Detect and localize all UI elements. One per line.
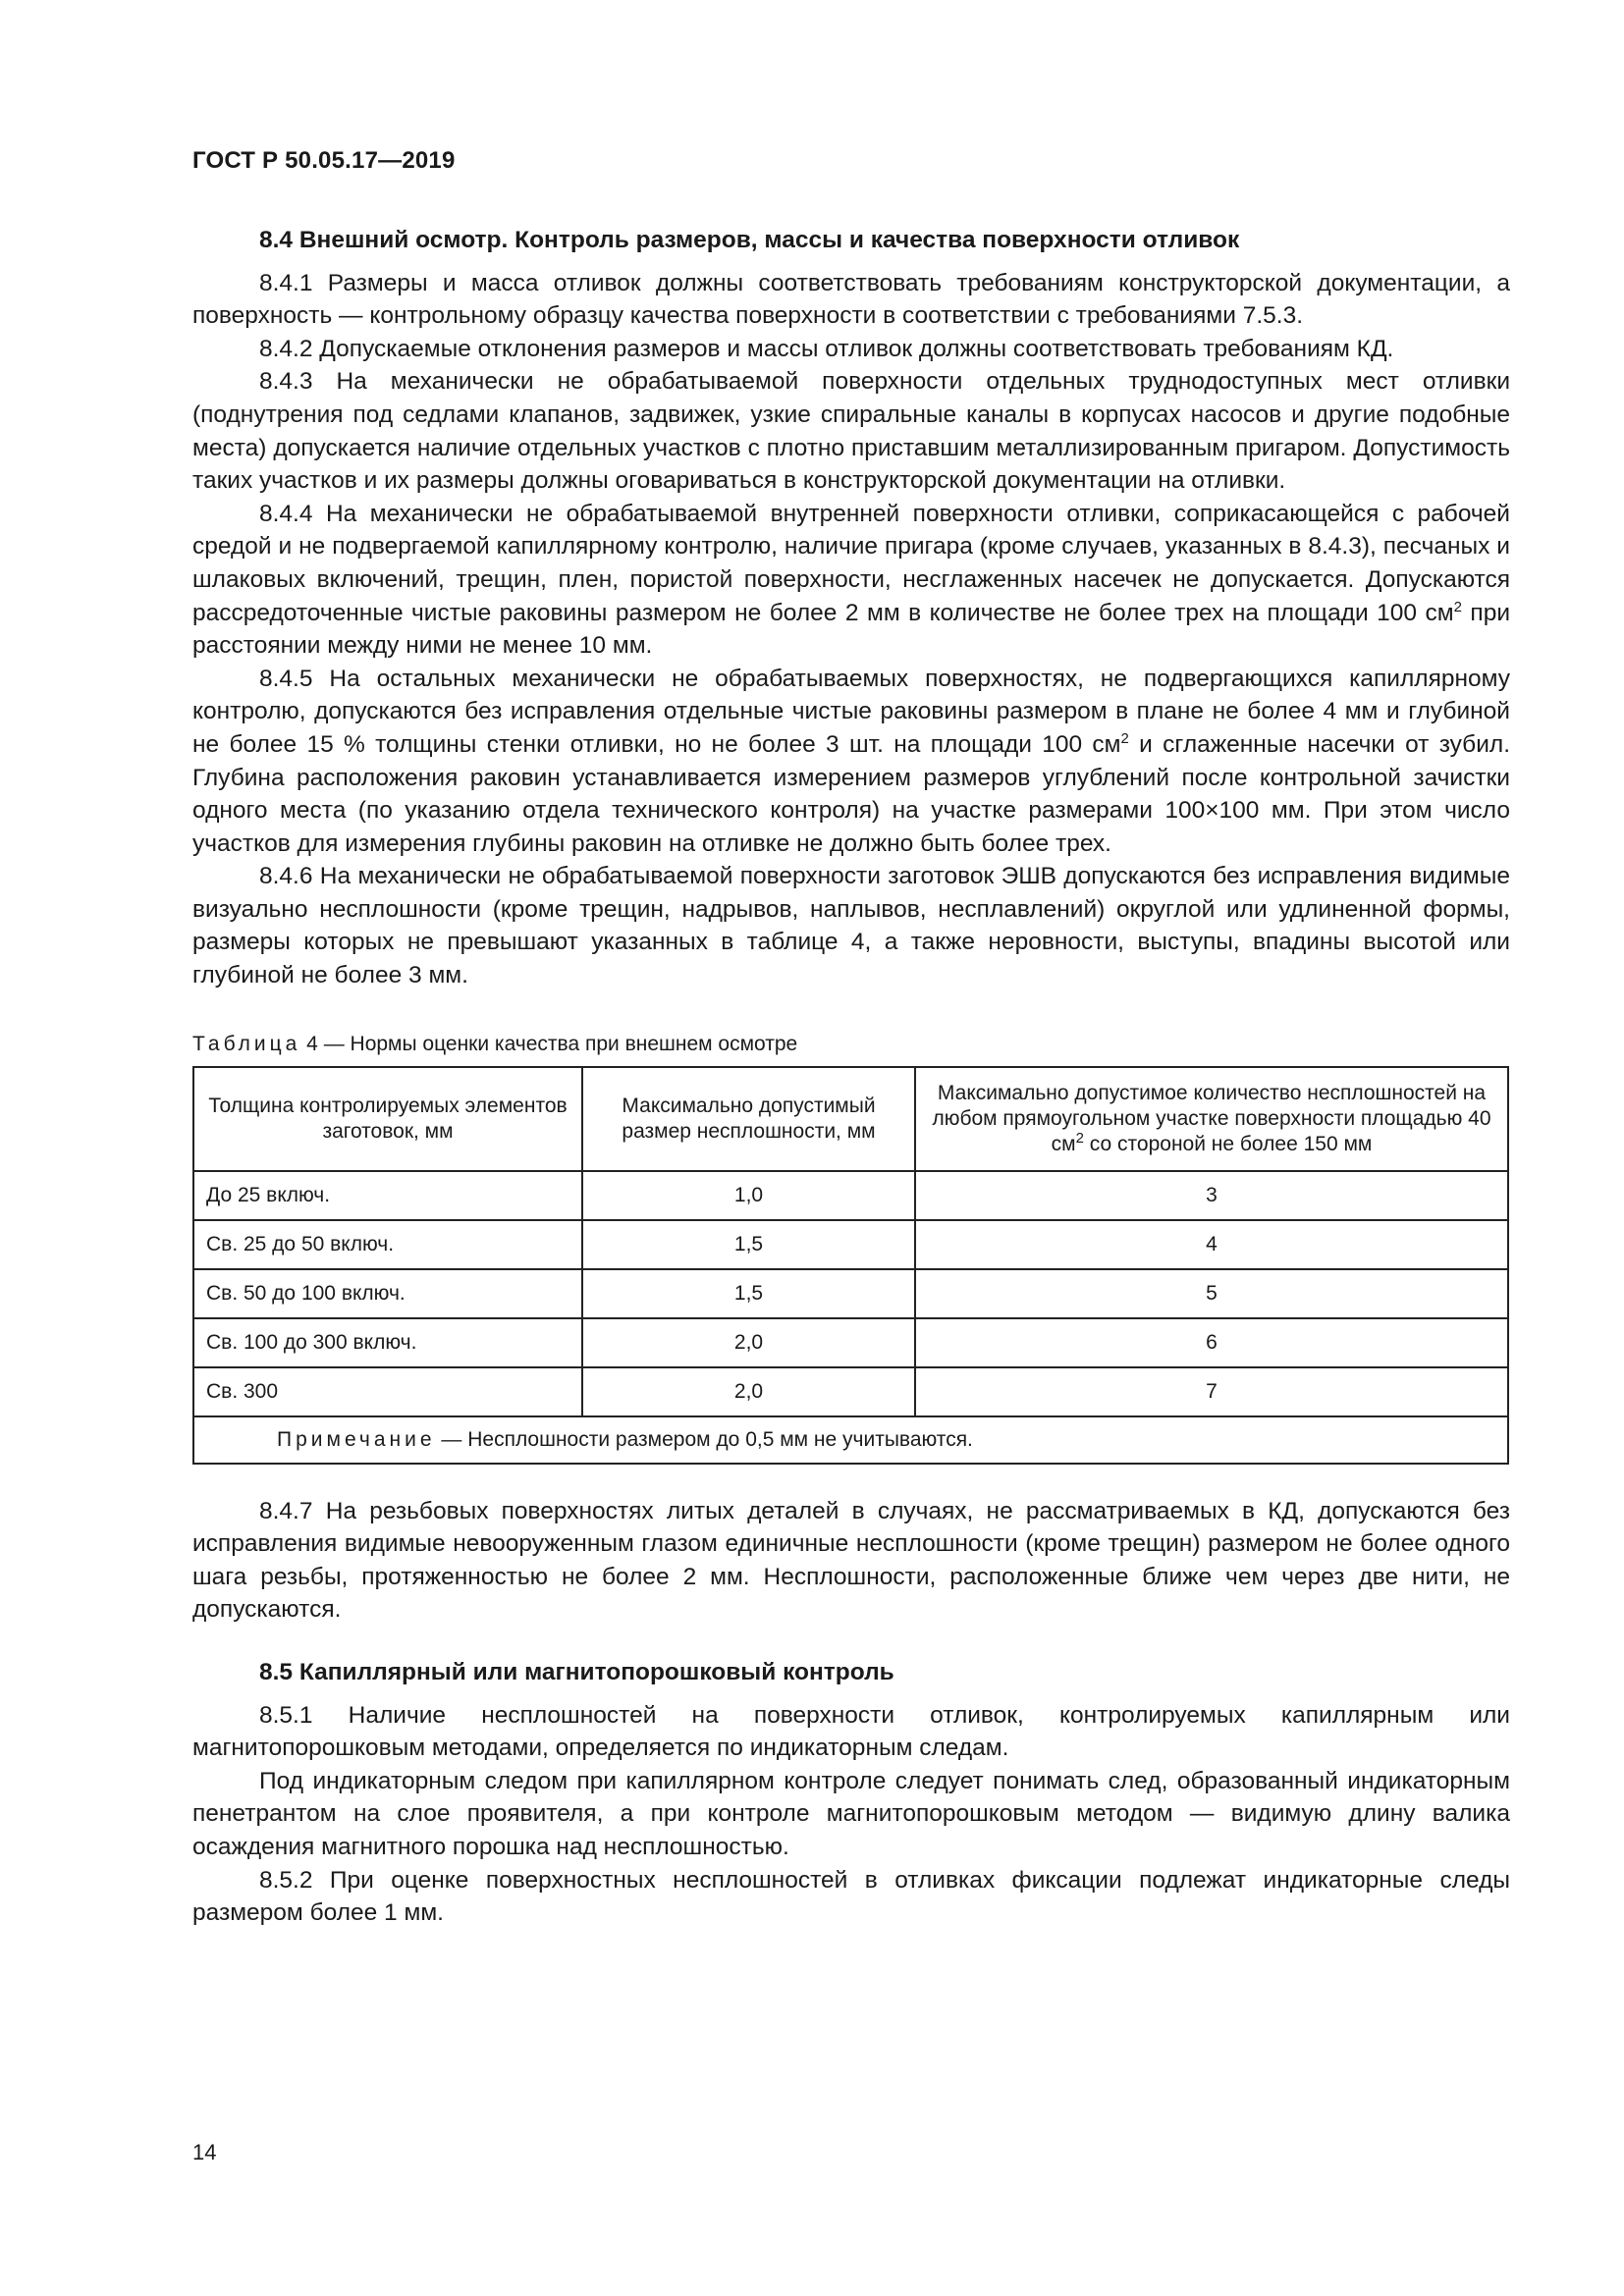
- paragraph-8-4-5-text: 8.4.5 На остальных механически не обрабатываемых поверхностях, не подвергающихся капиллярному контролю, допускаются без исправления отдельные чистые раковины размером в плане не более 4 мм и глубиной не более 15 % толщины стенки отливки, но не более 3 шт. на площади 100 см: [192, 665, 1510, 758]
- cell-max-size: 1,5: [582, 1269, 915, 1318]
- cell-thickness: Св. 100 до 300 включ.: [193, 1318, 582, 1367]
- column-header-max-count-text-end: со стороной не более 150 мм: [1083, 1132, 1373, 1155]
- paragraph-8-4-6: 8.4.6 На механически не обрабатываемой поверхности заготовок ЭШВ допускаются без исправления видимые визуально несплошности (кроме трещин, надрывов, наплывов, несплавлений) округлой или удлиненной формы, размеры которых не превышают указанных в таблице 4, а также неровности, выступы, впадины высотой или глубиной не более 3 мм.: [192, 863, 1510, 989]
- cell-thickness: Св. 50 до 100 включ.: [193, 1269, 582, 1318]
- superscript: 2: [1075, 1129, 1084, 1147]
- table-row: [193, 1367, 1508, 1416]
- paragraph-8-4-5-text-end: и сглаженные насечки от зубил. Глубина расположения раковин устанавливается измерением размеров углублений после контрольной зачистки одного места (по указанию отдела технического контроля) на участке размерами 100×100 мм. При этом число участков для измерения глубины раковин на отливке не должно быть более трех.: [192, 730, 1511, 857]
- column-header-max-count: [915, 1067, 1508, 1171]
- paragraph-8-5-1: 8.5.1 Наличие несплошностей на поверхности отливок, контролируемых капиллярным или магнитопорошковым методами, определяется по индикаторным следам.: [192, 1701, 1510, 1762]
- cell-thickness: Св. 25 до 50 включ.: [193, 1220, 582, 1269]
- table-4: [192, 1066, 1509, 1465]
- document-number-header: ГОСТ Р 50.05.17—2019: [192, 147, 456, 174]
- table-note-text: — Несплошности размером до 0,5 мм не учитываются.: [435, 1427, 973, 1451]
- table-note-word: Примечание: [277, 1427, 436, 1451]
- section-8-5-title: 8.5 Капиллярный или магнитопорошковый контроль: [259, 1659, 894, 1686]
- section-8-4-title: 8.4 Внешний осмотр. Контроль размеров, массы и качества поверхности отливок: [259, 227, 1240, 253]
- cell-max-size: 1,5: [582, 1220, 915, 1269]
- cell-max-size: 2,0: [582, 1318, 915, 1367]
- cell-max-count: 4: [915, 1220, 1508, 1269]
- superscript: 2: [1453, 598, 1462, 615]
- cell-max-count: 7: [915, 1367, 1508, 1416]
- table-row: [193, 1269, 1508, 1318]
- paragraph-8-5-2: 8.5.2 При оценке поверхностных несплошностей в отливках фиксации подлежат индикаторные следы размером более 1 мм.: [192, 1866, 1510, 1927]
- paragraph-8-4-1: 8.4.1 Размеры и масса отливок должны соответствовать требованиям конструкторской документации, а поверхность — контрольному образцу качества поверхности в соответствии с требованиями 7.5.3.: [192, 269, 1510, 330]
- cell-thickness: До 25 включ.: [193, 1171, 582, 1220]
- cell-max-count: 6: [915, 1318, 1508, 1367]
- table-caption-text: 4 — Нормы оценки качества при внешнем осмотре: [300, 1032, 798, 1055]
- paragraph-8-4-7: 8.4.7 На резьбовых поверхностях литых деталей в случаях, не рассматриваемых в КД, допускаются без исправления видимые невооруженным глазом единичные несплошности (кроме трещин) размером не более одного шага резьбы, протяженностью не более 2 мм. Несплошности, расположенные ближе чем через две нити, не допускаются.: [192, 1497, 1510, 1624]
- page-content: [192, 224, 1510, 1930]
- paragraph-8-4-4-text-end: при расстоянии между ними не менее 10 мм.: [192, 599, 1511, 660]
- table-4-caption: [192, 1032, 1510, 1057]
- table-note: [193, 1416, 1508, 1464]
- table-row: [193, 1220, 1508, 1269]
- column-header-thickness: Толщина контролируемых элементов заготовок, мм: [193, 1067, 582, 1171]
- table-row: [193, 1318, 1508, 1367]
- paragraph-8-4-5: [192, 663, 1510, 861]
- paragraph-8-4-3: 8.4.3 На механически не обрабатываемой поверхности отдельных труднодоступных мест отливки (поднутрения под седлами клапанов, задвижек, узкие спиральные каналы в корпусах насосов и другие подобные места) допускается наличие отдельных участков с плотно приставшим металлизированным пригаром. Допустимость таких участков и их размеры должны оговариваться в конструкторской документации на отливки.: [192, 368, 1510, 495]
- paragraph-8-4-2: 8.4.2 Допускаемые отклонения размеров и массы отливок должны соответствовать требованиям КД.: [259, 335, 1394, 362]
- table-caption-word: Таблица: [192, 1032, 301, 1055]
- cell-max-count: 3: [915, 1171, 1508, 1220]
- cell-thickness: Св. 300: [193, 1367, 582, 1416]
- paragraph-8-4-4: [192, 498, 1510, 663]
- table-header-row: [193, 1067, 1508, 1171]
- table-note-row: [193, 1416, 1508, 1464]
- column-header-max-count-text: Максимально допустимое количество несплошностей на любом прямоугольном участке поверхности площадью 40 см: [932, 1081, 1491, 1155]
- table-row: [193, 1171, 1508, 1220]
- paragraph-8-4-4-text: 8.4.4 На механически не обрабатываемой внутренней поверхности отливки, соприкасающейся с рабочей средой и не подвергаемой капиллярному контролю, наличие пригара (кроме случаев, указанных в 8.4.3), песчаных и шлаковых включений, трещин, плен, пористой поверхности, несглаженных насечек не допускается. Допускаются рассредоточенные чистые раковины размером не более 2 мм в количестве не более трех на площади 100 см: [192, 500, 1510, 626]
- cell-max-size: 2,0: [582, 1367, 915, 1416]
- cell-max-count: 5: [915, 1269, 1508, 1318]
- column-header-max-size: Максимально допустимый размер несплошности, мм: [582, 1067, 915, 1171]
- page-number: 14: [192, 2140, 217, 2164]
- superscript: 2: [1120, 729, 1129, 747]
- cell-max-size: 1,0: [582, 1171, 915, 1220]
- paragraph-indicator-trace: Под индикаторным следом при капиллярном контроле следует понимать след, образованный индикаторным пенетрантом на слое проявителя, а при контроле магнитопорошковым методом — видимую длину валика осаждения магнитного порошка над несплошностью.: [192, 1767, 1510, 1860]
